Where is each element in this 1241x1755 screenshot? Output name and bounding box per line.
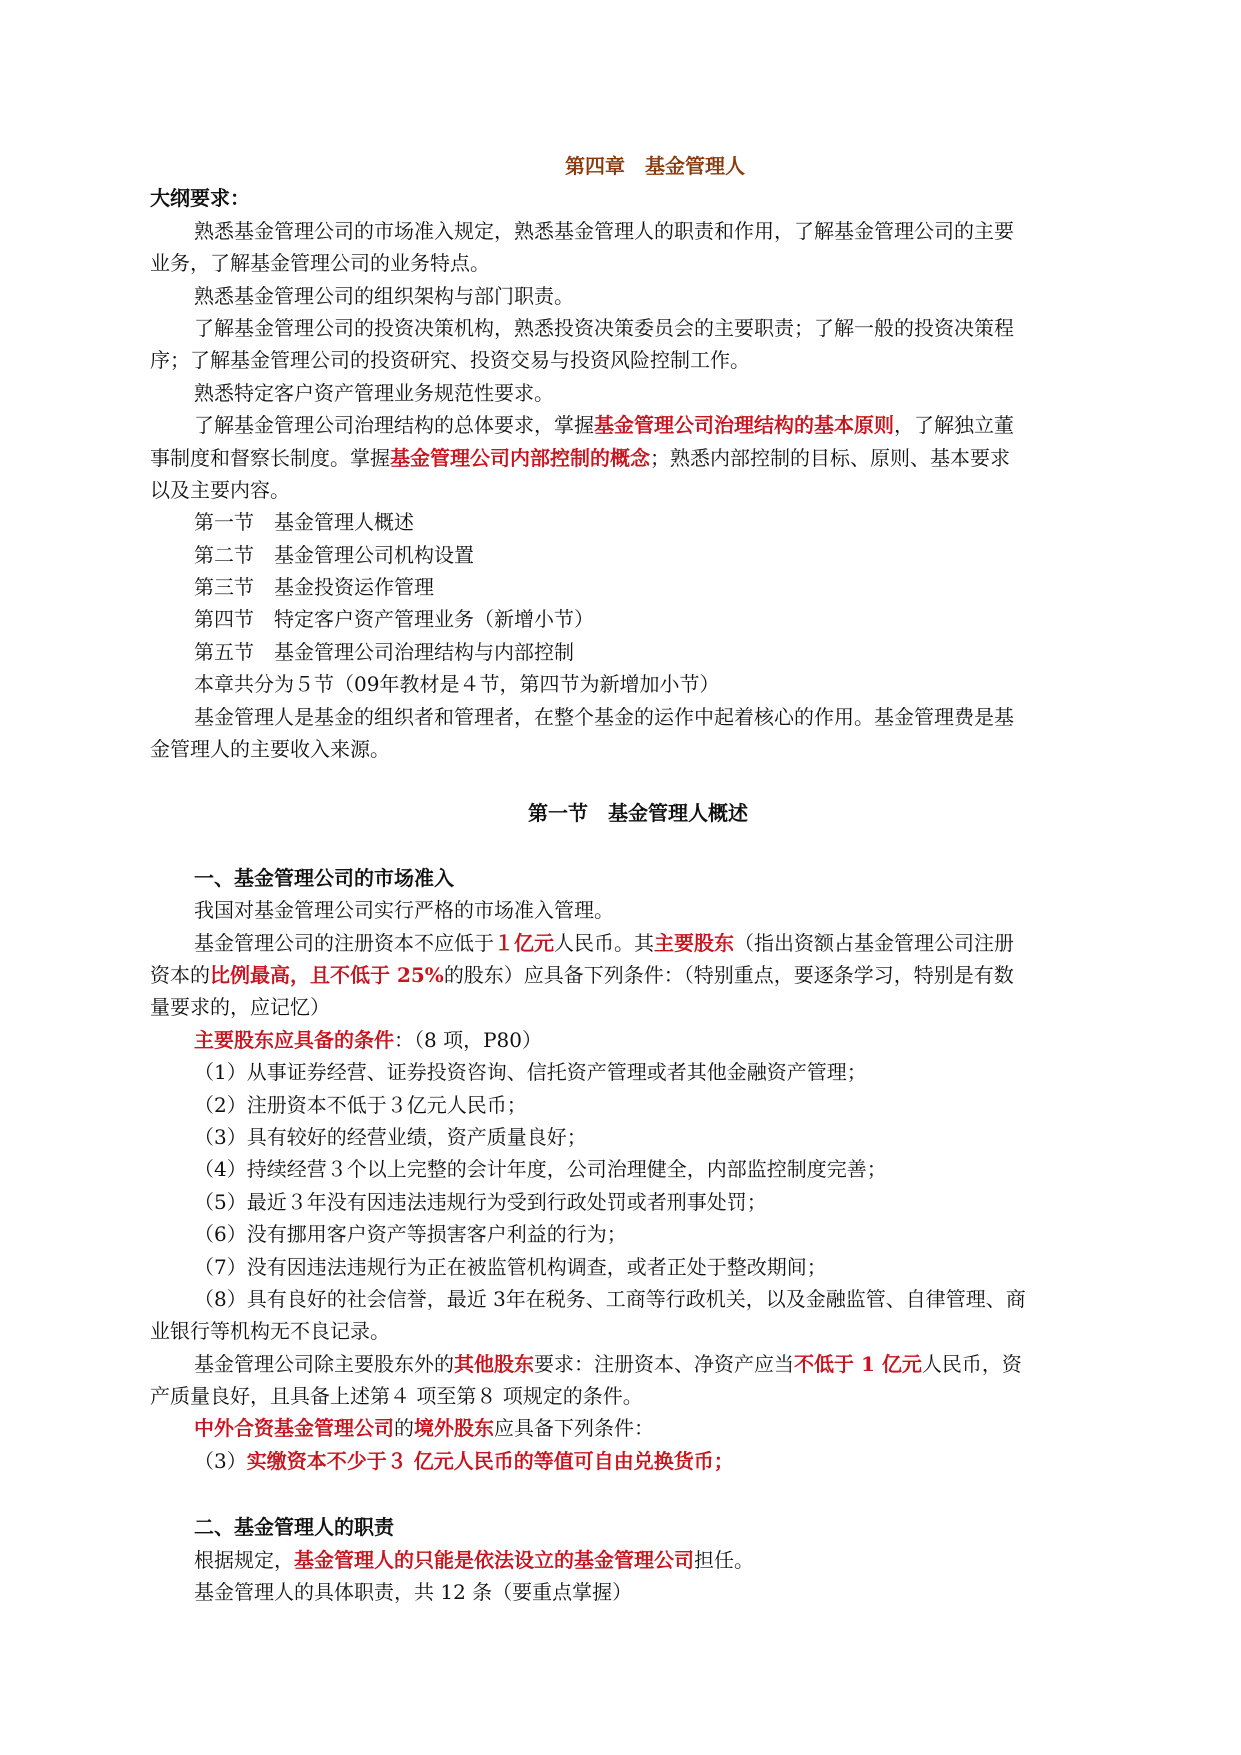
- governance-line: [150, 409, 1100, 441]
- plain-text: 的股东）应具备下列条件：（特别重点，要逐条学习，特别是有数: [443, 962, 1014, 987]
- condition-item: （5）最近３年没有因违法违规行为受到行政处罚或者刑事处罚；: [194, 1189, 767, 1214]
- highlight-text: 基金管理公司治理结构的基本原则: [594, 413, 894, 438]
- intro-line: 基金管理人是基金的组织者和管理者，在整个基金的运作中起着核心的作用。基金管理费是基: [194, 704, 1014, 729]
- highlight-text: ；: [713, 1448, 734, 1473]
- plain-text: 事制度和督察长制度。掌握: [150, 445, 390, 470]
- highlight-text: 比例最高，且不低于 25%: [210, 962, 444, 987]
- capital-line: [150, 959, 1100, 991]
- subsection-title: 二、基金管理人的职责: [194, 1515, 394, 1540]
- condition-item: （8）具有良好的社会信誉，最近 3年在税务、工商等行政机关，以及金融监管、自律管理、商: [194, 1286, 1026, 1311]
- outline-line: 了解基金管理公司的投资决策机构，熟悉投资决策委员会的主要职责；了解一般的投资决策程: [194, 315, 1014, 340]
- chapter-title: 第四章 基金管理人: [565, 154, 745, 178]
- plain-text: 担任。: [694, 1547, 754, 1572]
- highlight-text: 基金管理人的只能是依法设立的基金管理公司: [294, 1547, 694, 1572]
- highlight-text: 境外股东: [414, 1416, 494, 1441]
- governance-line: [150, 442, 1100, 474]
- condition-item: （6）没有挪用客户资产等损害客户利益的行为；: [194, 1222, 627, 1247]
- section-list-item: 第一节 基金管理人概述: [194, 510, 414, 535]
- condition-item: （7）没有因违法违规行为正在被监管机构调查，或者正处于整改期间；: [194, 1254, 827, 1279]
- section-title: 第一节 基金管理人概述: [528, 801, 748, 826]
- capital-line: 量要求的，应记忆）: [150, 995, 330, 1020]
- plain-text: 根据规定，: [194, 1547, 294, 1572]
- plain-text: 了解基金管理公司治理结构的总体要求，掌握: [194, 413, 594, 438]
- highlight-text: 主要股东: [654, 930, 734, 955]
- highlight-text: 基金管理公司内部控制的概念: [390, 445, 650, 470]
- governance-line: 以及主要内容。: [150, 477, 290, 502]
- plain-text: 资本的: [150, 962, 210, 987]
- highlight-text: 其他股东: [454, 1351, 534, 1376]
- plain-text: 的: [394, 1416, 414, 1441]
- outline-heading: 大纲要求：: [150, 186, 250, 211]
- plain-text: ；熟悉内部控制的目标、原则、基本要求: [650, 445, 1010, 470]
- highlight-text: 实缴资本不少于３ 亿元人民币的等值可自由兑换货币: [246, 1448, 714, 1473]
- highlight-text: 不低于 1 亿元: [794, 1351, 922, 1376]
- condition-item: （4）持续经营３个以上完整的会计年度，公司治理健全，内部监控制度完善；: [194, 1157, 887, 1182]
- plain-text: 应具备下列条件：: [494, 1416, 654, 1441]
- section-list-item: 第五节 基金管理公司治理结构与内部控制: [194, 639, 574, 664]
- plain-text: （3）: [194, 1448, 247, 1473]
- condition-item: （3）具有较好的经营业绩，资产质量良好；: [194, 1124, 587, 1149]
- plain-text: ，了解独立董: [894, 413, 1014, 438]
- highlight-text: 主要股东应具备的条件: [194, 1027, 394, 1052]
- highlight-text: １亿元: [494, 930, 554, 955]
- plain-text: ：（8 项，P80）: [394, 1027, 542, 1052]
- outline-line: 熟悉基金管理公司的市场准入规定，熟悉基金管理人的职责和作用，了解基金管理公司的主要: [194, 218, 1014, 243]
- duty-line: [150, 1544, 1100, 1576]
- outline-line: 熟悉基金管理公司的组织架构与部门职责。: [194, 283, 574, 308]
- outline-line: 熟悉特定客户资产管理业务规范性要求。: [194, 380, 554, 405]
- other-shareholders-line: 产质量良好，且具备上述第４ 项至第８ 项规定的条件。: [150, 1384, 643, 1409]
- plain-text: 人民币。其: [554, 930, 654, 955]
- conditions-heading: [150, 1024, 1100, 1056]
- document-page: [150, 150, 1100, 1608]
- outline-line: 序；了解基金管理公司的投资研究、投资交易与投资风险控制工作。: [150, 348, 750, 373]
- subsection-title: 一、基金管理公司的市场准入: [194, 865, 454, 890]
- paragraph: 我国对基金管理公司实行严格的市场准入管理。: [194, 898, 614, 923]
- capital-line: [150, 927, 1100, 959]
- section-list-item: 第三节 基金投资运作管理: [194, 575, 434, 600]
- chapter-note: 本章共分为５节（09年教材是４节，第四节为新增加小节）: [194, 672, 720, 697]
- other-shareholders-line: [150, 1348, 1100, 1380]
- outline-line: 业务，了解基金管理公司的业务特点。: [150, 251, 490, 276]
- plain-text: （指出资额占基金管理公司注册: [734, 930, 1014, 955]
- section-list-item: 第四节 特定客户资产管理业务（新增小节）: [194, 607, 594, 632]
- jv-line: [150, 1412, 1100, 1444]
- condition-item: （2）注册资本不低于３亿元人民币；: [194, 1092, 527, 1117]
- plain-text: 基金管理公司除主要股东外的: [194, 1351, 454, 1376]
- highlight-text: 中外合资基金管理公司: [194, 1416, 394, 1441]
- condition-item-cont: 业银行等机构无不良记录。: [150, 1319, 390, 1344]
- condition-item: （1）从事证券经营、证券投资咨询、信托资产管理或者其他金融资产管理；: [194, 1060, 867, 1085]
- duty-count-line: 基金管理人的具体职责，共 12 条（要重点掌握）: [194, 1580, 633, 1605]
- plain-text: 人民币，资: [921, 1351, 1022, 1376]
- intro-line: 金管理人的主要收入来源。: [150, 737, 390, 762]
- plain-text: 要求：注册资本、净资产应当: [534, 1351, 794, 1376]
- plain-text: 基金管理公司的注册资本不应低于: [194, 930, 494, 955]
- jv-condition: [150, 1445, 1100, 1477]
- section-list-item: 第二节 基金管理公司机构设置: [194, 542, 474, 567]
